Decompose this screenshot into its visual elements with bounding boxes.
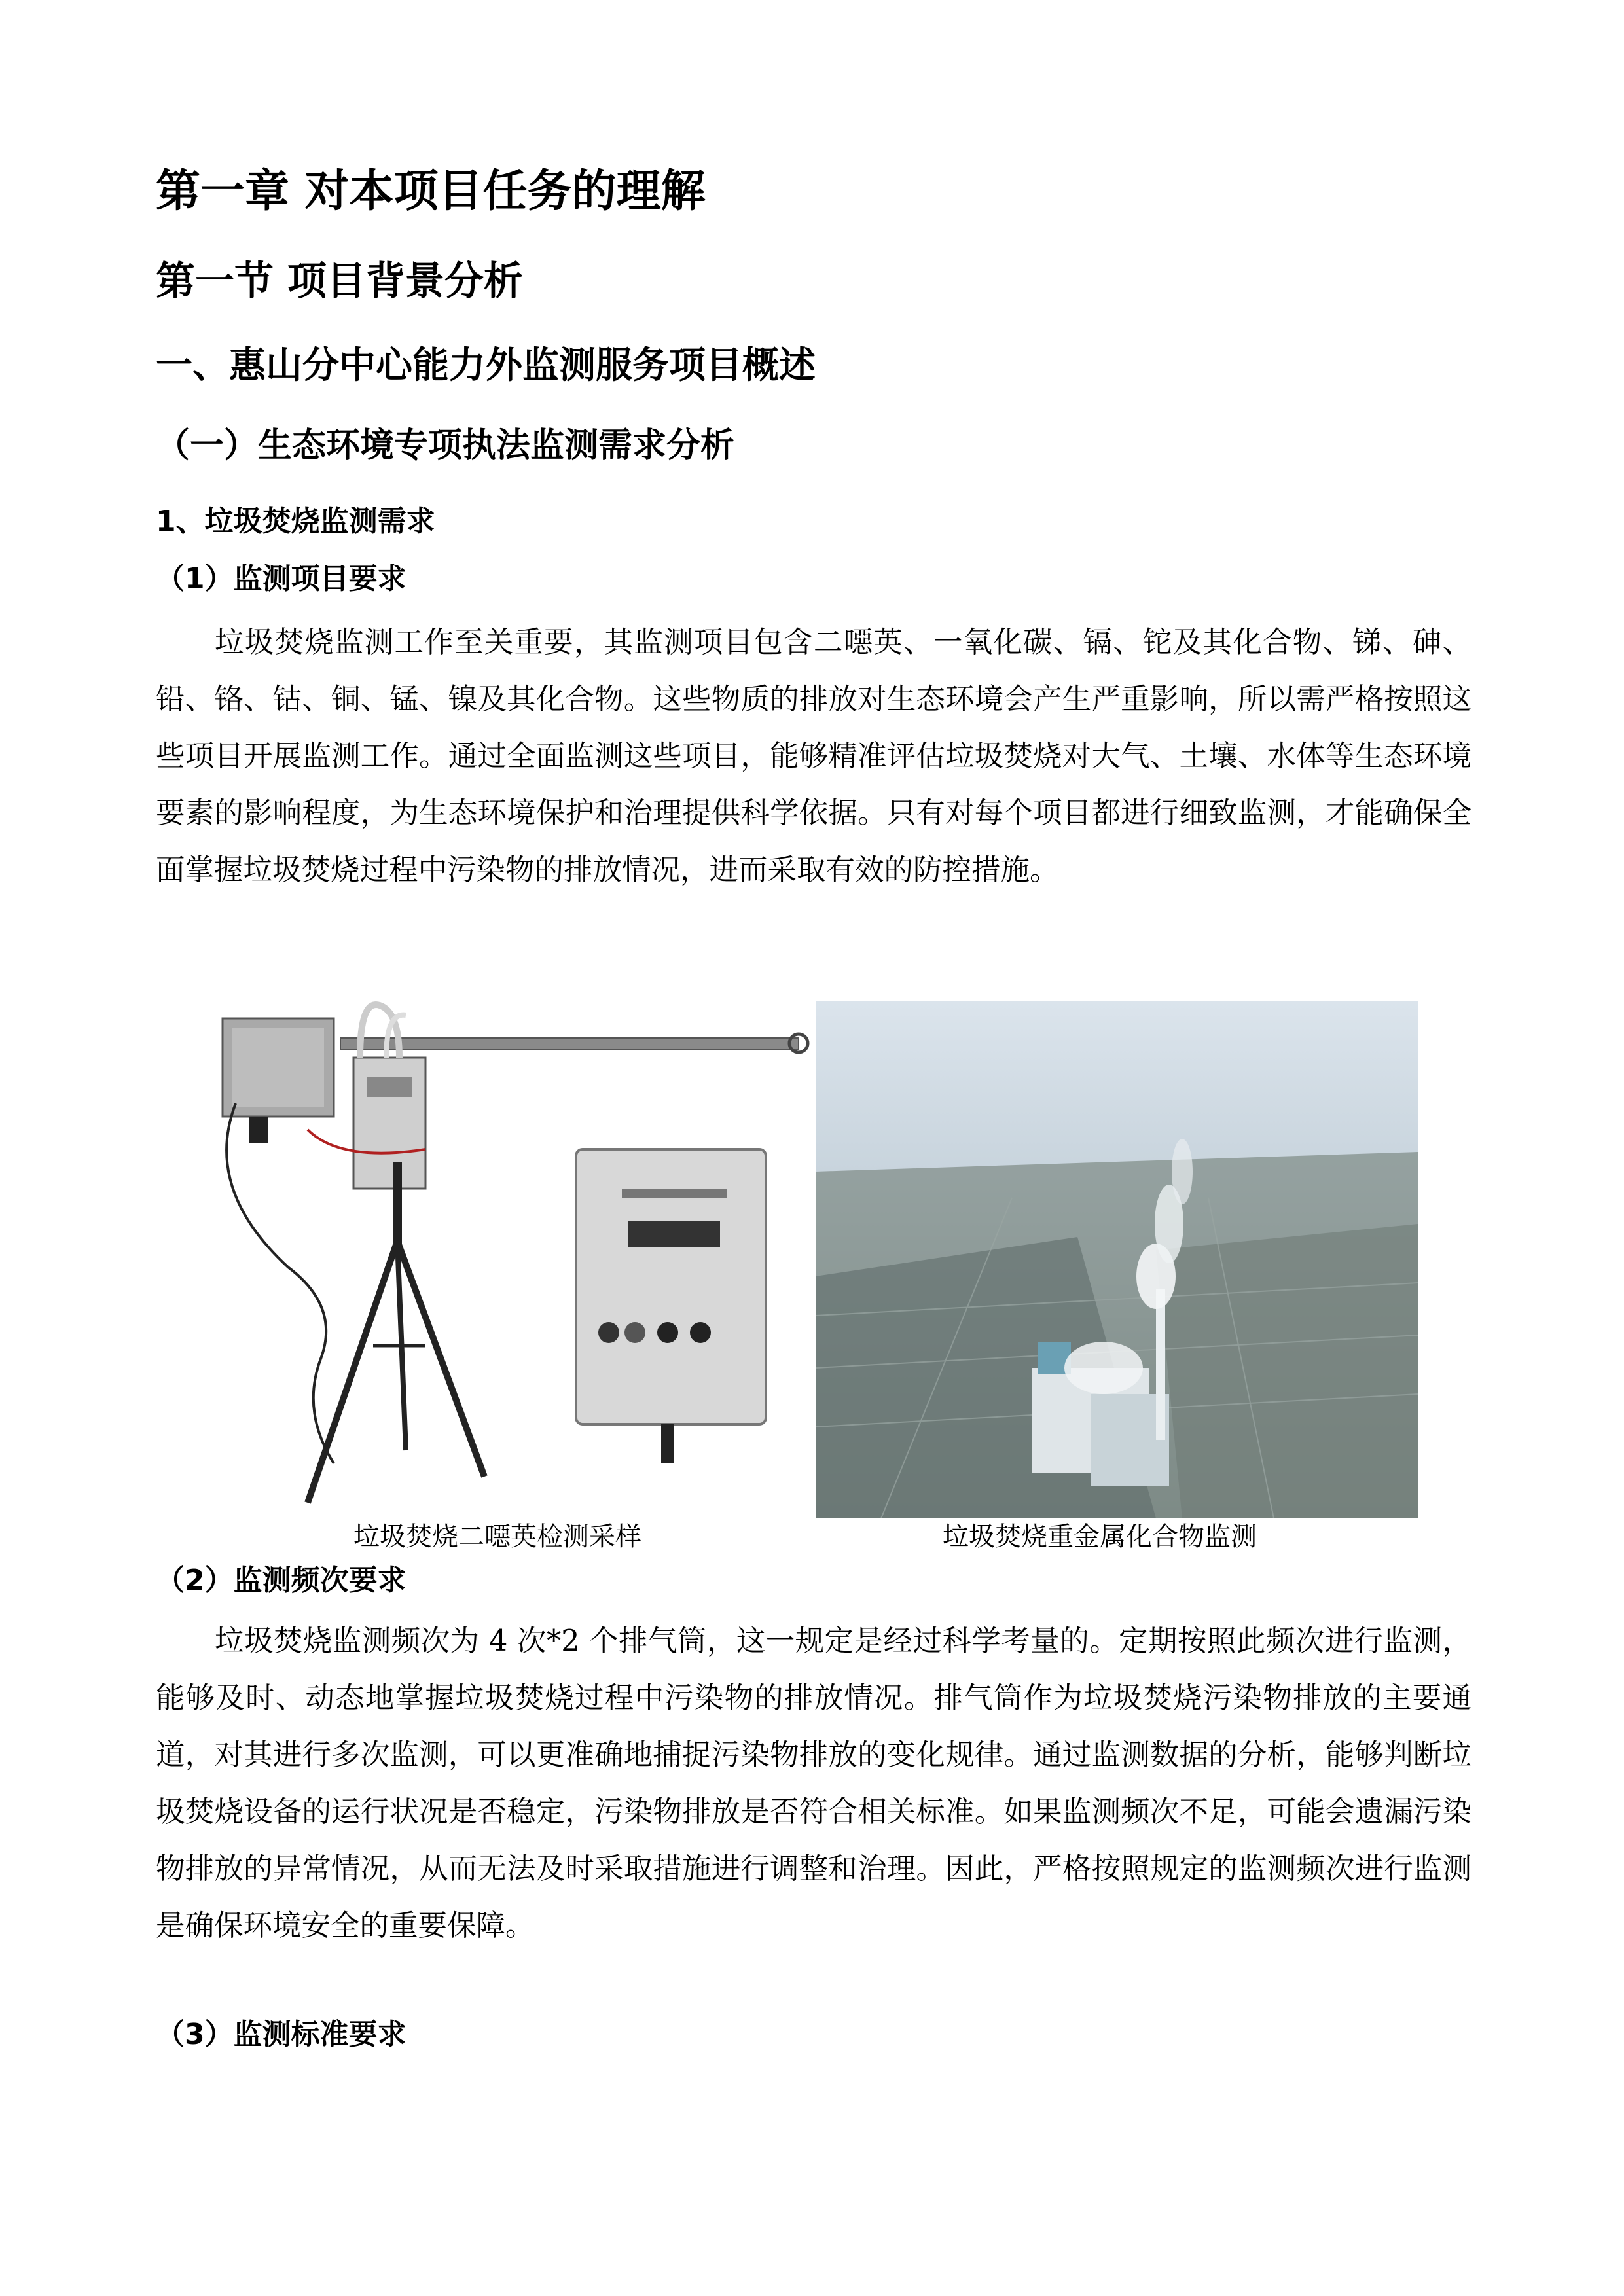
section-heading: 第一节 项目背景分析 [156, 259, 523, 304]
incineration-plant-aerial-image [816, 1001, 1418, 1518]
subpart-heading: （一）生态环境专项执法监测需求分析 [156, 426, 735, 465]
monitoring-frequency-paragraph: 垃圾焚烧监测频次为 4 次*2 个排气筒，这一规定是经过科学考量的。定期按照此频次进行监测，能够及时、动态地掌握垃圾焚烧过程中污染物的排放情况。排气筒作为垃圾焚烧污染物排放的主要通道，对其进行多次监测，可以更准确地捕捉污染物排放的变化规律。通过监测数据的分析，能够判断垃圾焚烧设备的运行状况是否稳定，污染物排放是否符合相关标准。如果监测频次不足，可能会遗漏污染物排放的异常情况，从而无法及时采取措施进行调整和治理。因此，严格按照规定的监测频次进行监测是确保环境安全的重要保障。 [156, 1624, 1471, 1943]
part-heading: 一、惠山分中心能力外监测服务项目概述 [156, 344, 816, 387]
figure-caption-right: 垃圾焚烧重金属化合物监测 [943, 1522, 1257, 1552]
monitoring-standard-heading: （3）监测标准要求 [156, 2018, 406, 2051]
monitoring-frequency-heading: （2）监测频次要求 [156, 1564, 406, 1597]
dioxin-sampler-image [209, 992, 812, 1529]
figure-caption-left: 垃圾焚烧二噁英检测采样 [353, 1522, 641, 1552]
monitoring-items-heading: （1）监测项目要求 [156, 562, 406, 596]
monitoring-items-paragraph: 垃圾焚烧监测工作至关重要，其监测项目包含二噁英、一氧化碳、镉、铊及其化合物、锑、砷、铅、铬、钴、铜、锰、镍及其化合物。这些物质的排放对生态环境会产生严重影响，所以需严格按照这些项目开展监测工作。通过全面监测这些项目，能够精准评估垃圾焚烧对大气、土壤、水体等生态环境要素的影响程度，为生态环境保护和治理提供科学依据。只有对每个项目都进行细致监测，才能确保全面掌握垃圾焚烧过程中污染物的排放情况，进而采取有效的防控措施。 [156, 626, 1471, 887]
item-heading: 1、垃圾焚烧监测需求 [156, 505, 435, 538]
chapter-heading: 第一章 对本项目任务的理解 [156, 166, 706, 217]
